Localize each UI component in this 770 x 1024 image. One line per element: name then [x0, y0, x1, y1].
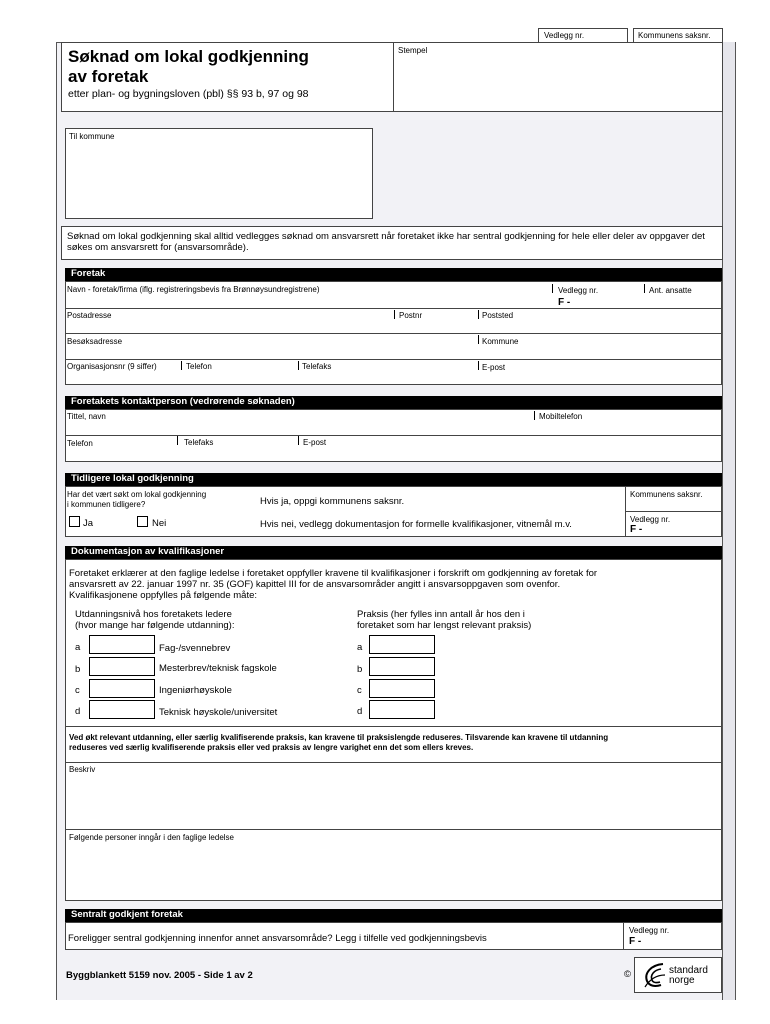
- praksis-input-a[interactable]: [369, 635, 435, 654]
- praksis-letter-d: d: [357, 706, 363, 717]
- utdanning-heading-line2: (hvor mange har følgende utdanning):: [75, 620, 235, 631]
- utd-input-a[interactable]: [89, 635, 155, 654]
- top-saksnr-label: Kommunens saksnr.: [638, 31, 711, 40]
- foretak-vedlegg-prefix: F -: [558, 297, 571, 308]
- foretak-telefon-label: Telefon: [186, 362, 212, 371]
- tidligere-question-line1: Har det vært søkt om lokal godkjenning: [67, 490, 207, 499]
- utd-label-d: Teknisk høyskole/universitet: [159, 707, 278, 718]
- kontakt-box: [65, 409, 722, 462]
- utd-letter-a: a: [75, 642, 81, 653]
- standard-norge-swirl-icon: [641, 961, 667, 989]
- postnr-label: Postnr: [399, 311, 423, 320]
- copyright-symbol: ©: [624, 969, 631, 980]
- praksis-letter-c: c: [357, 685, 362, 696]
- intro-box: [61, 226, 723, 260]
- navn-label: Navn - foretak/firma (iflg. registreringsbevis fra Brønnøysundregistrene): [67, 285, 320, 294]
- personer-label: Følgende personer inngår i den faglige ledelse: [69, 833, 234, 842]
- intro-text: Søknad om lokal godkjenning skal alltid vedlegges søknad om ansvarsrett når foretaket ikke har sentral godkjenning for hele eller deler av oppgaver det søkes om ansvarsrett for (ansvarsområde).: [67, 231, 705, 253]
- dokumentasjon-box: [65, 559, 722, 901]
- footer-text: Byggblankett 5159 nov. 2005 - Side 1 av 2: [66, 970, 253, 981]
- ansatte-label: Ant. ansatte: [649, 286, 692, 295]
- ja-label: Ja: [83, 518, 94, 529]
- hvis-nei-text: Hvis nei, vedlegg dokumentasjon for formelle kvalifikasjoner, vitnemål m.v.: [260, 519, 572, 530]
- besoksadresse-label: Besøksadresse: [67, 337, 123, 346]
- praksis-input-b[interactable]: [369, 657, 435, 676]
- utdanning-heading-line1: Utdanningsnivå hos foretakets ledere: [75, 609, 232, 620]
- beskriv-field[interactable]: [66, 775, 721, 828]
- foretak-header: Foretak: [65, 268, 722, 281]
- sentralt-box: [65, 922, 722, 950]
- tidligere-question-line2: i kommunen tidligere?: [67, 500, 146, 509]
- dok-text-line2: ansvarsrett av 22. januar 1997 nr. 35 (GOF) kapittel III for de ansvarsområder angitt i ansvarsoppgaven som ovenfor.: [69, 579, 561, 590]
- foretak-box: [65, 281, 722, 385]
- orgnr-label: Organisasjonsnr (9 siffer): [67, 362, 157, 371]
- poststed-label: Poststed: [482, 311, 514, 320]
- foretak-telefaks-label: Telefaks: [302, 362, 332, 371]
- note-line2: reduseres ved særlig kvalifiserende praksis eller ved praksis av lengre varighet enn det som ellers kreves.: [69, 743, 474, 752]
- logo-text-line1: standard: [669, 965, 708, 976]
- nei-label: Nei: [152, 518, 167, 529]
- sentralt-question: Foreligger sentral godkjenning innenfor annet ansvarsområde? Legg i tilfelle ved godkjenningsbevis: [68, 933, 487, 944]
- utd-letter-d: d: [75, 706, 81, 717]
- utd-label-c: Ingeniørhøyskole: [159, 685, 232, 696]
- praksis-heading-line2: foretaket som har lengst relevant praksis): [357, 620, 532, 631]
- tidligere-vedlegg-prefix: F -: [630, 524, 643, 535]
- note-line1: Ved økt relevant utdanning, eller særlig kvalifiserende praksis, kan kravene til praksislengde reduseres. Tilsvarende kan kravene til utdanning: [69, 733, 609, 742]
- personer-field[interactable]: [66, 843, 721, 900]
- postadresse-label: Postadresse: [67, 311, 112, 320]
- standard-norge-logo: [634, 957, 722, 993]
- utd-input-b[interactable]: [89, 657, 155, 676]
- sentralt-vedlegg-prefix: F -: [629, 936, 642, 947]
- stempel-label: Stempel: [398, 46, 428, 55]
- sentralt-vedlegg-label: Vedlegg nr.: [629, 926, 670, 935]
- praksis-letter-a: a: [357, 642, 363, 653]
- tidligere-box: [65, 486, 722, 537]
- dok-text-line1: Foretaket erklærer at den faglige ledelse i foretaket oppfyller kravene til kvalifikasjoner i forskrift om godkjenning av foretak for: [69, 568, 598, 579]
- praksis-heading-line1: Praksis (her fylles inn antall år hos den i: [357, 609, 525, 620]
- form-title-line2: av foretak: [68, 67, 149, 86]
- utd-input-c[interactable]: [89, 679, 155, 698]
- kontakt-telefaks-label: Telefaks: [184, 438, 214, 447]
- tidligere-vedlegg-label: Vedlegg nr.: [630, 515, 671, 524]
- form-title-line1: Søknad om lokal godkjenning: [68, 47, 309, 66]
- utd-letter-c: c: [75, 685, 80, 696]
- dokumentasjon-header: Dokumentasjon av kvalifikasjoner: [65, 546, 722, 559]
- kontakt-epost-label: E-post: [303, 438, 327, 447]
- mobil-label: Mobiltelefon: [539, 412, 583, 421]
- utd-label-b: Mesterbrev/teknisk fagskole: [159, 663, 277, 674]
- dok-text-line3: Kvalifikasjonene oppfylles på følgende måte:: [69, 590, 258, 601]
- beskriv-label: Beskriv: [69, 765, 96, 774]
- praksis-input-c[interactable]: [369, 679, 435, 698]
- utd-letter-b: b: [75, 664, 81, 675]
- praksis-input-d[interactable]: [369, 700, 435, 719]
- kommune-label: Kommune: [482, 337, 519, 346]
- form-sheet-edge: [722, 42, 736, 1000]
- kontakt-header: Foretakets kontaktperson (vedrørende søknaden): [65, 396, 722, 409]
- til-kommune-box[interactable]: [65, 128, 373, 219]
- ja-checkbox[interactable]: [69, 516, 80, 527]
- nei-checkbox[interactable]: [137, 516, 148, 527]
- tidligere-header: Tidligere lokal godkjenning: [65, 473, 722, 486]
- til-kommune-label: Til kommune: [69, 132, 115, 141]
- logo-text-line2: norge: [669, 975, 695, 986]
- utd-label-a: Fag-/svennebrev: [159, 643, 231, 654]
- sentralt-header: Sentralt godkjent foretak: [65, 909, 722, 922]
- praksis-letter-b: b: [357, 664, 363, 675]
- foretak-vedlegg-label: Vedlegg nr.: [558, 286, 599, 295]
- utd-input-d[interactable]: [89, 700, 155, 719]
- form-subtitle: etter plan- og bygningsloven (pbl) §§ 93 b, 97 og 98: [68, 88, 309, 100]
- foretak-epost-label: E-post: [482, 363, 506, 372]
- hvis-ja-text: Hvis ja, oppgi kommunens saksnr.: [260, 496, 405, 507]
- tittel-label: Tittel, navn: [67, 412, 106, 421]
- title-block: [61, 42, 723, 112]
- tidligere-saksnr-label: Kommunens saksnr.: [630, 490, 703, 499]
- top-vedlegg-label: Vedlegg nr.: [544, 31, 585, 40]
- kontakt-telefon-label: Telefon: [67, 439, 93, 448]
